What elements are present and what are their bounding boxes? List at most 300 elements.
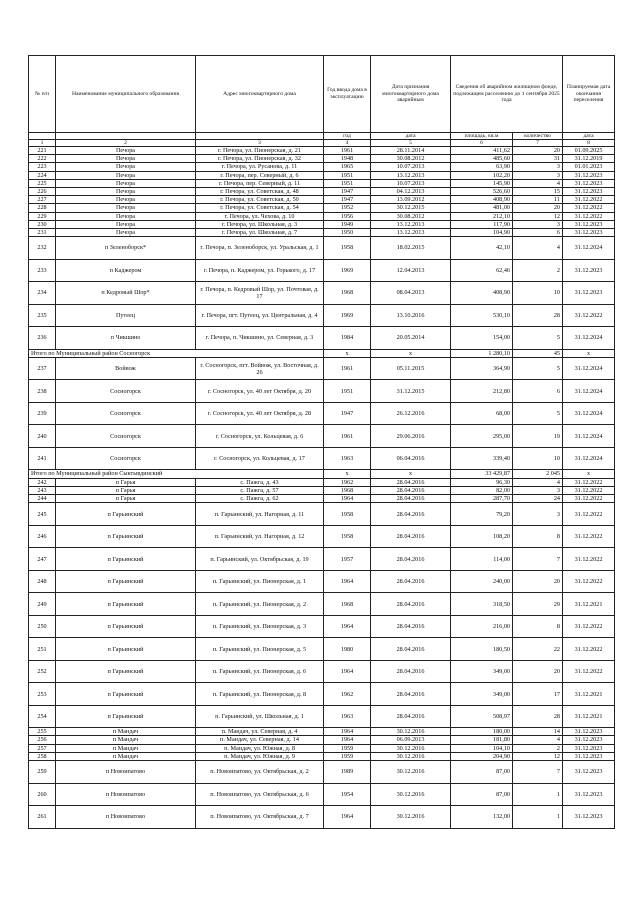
cell-municipality: Печора — [56, 212, 196, 220]
cell-planned-date: 31.12.2023 — [563, 188, 615, 196]
cell-municipality: Сосногорск — [56, 447, 196, 470]
cell-date-recognized: 04.12.2013 — [371, 188, 451, 196]
total-year: x — [324, 349, 371, 357]
cell-address: г. Печора, ул. Пионерская, д. 32 — [196, 155, 324, 163]
cell-number: 243 — [29, 486, 56, 494]
cell-municipality: п Гарьинский — [56, 660, 196, 683]
cell-address: п. Гарьинский, ул. Нагорная, д. 12 — [196, 525, 324, 548]
cell-date-recognized: 30.08.2012 — [371, 155, 451, 163]
cell-year: 1947 — [324, 402, 371, 425]
cell-area: 87,00 — [451, 761, 513, 784]
cell-planned-date: 31.12.2022 — [563, 660, 615, 683]
total-count: 2 045 — [513, 470, 563, 478]
cell-planned-date: 31.12.2021 — [563, 683, 615, 706]
table-row — [29, 570, 615, 593]
cell-date-recognized: 28.04.2016 — [371, 638, 451, 661]
cell-number: 222 — [29, 155, 56, 163]
cell-date-recognized: 28.04.2016 — [371, 486, 451, 494]
cell-count: 1 — [513, 783, 563, 806]
table-row — [29, 638, 615, 661]
cell-municipality: Путеец — [56, 304, 196, 327]
cell-date-recognized: 28.04.2016 — [371, 593, 451, 616]
cell-number: 239 — [29, 402, 56, 425]
cell-address: п. Гарьинский, ул. Пионерская, д. 1 — [196, 570, 324, 593]
cell-area: 180,00 — [451, 728, 513, 736]
table-row — [29, 327, 615, 350]
cell-count: 14 — [513, 728, 563, 736]
cell-planned-date: 31.12.2023 — [563, 783, 615, 806]
cell-date-recognized: 13.10.2016 — [371, 304, 451, 327]
cell-area: 287,70 — [451, 495, 513, 503]
cell-number: 248 — [29, 570, 56, 593]
cell-municipality: п Мандач — [56, 728, 196, 736]
cell-address: г. Сосногорск, ул. Кольцевая, д. 6 — [196, 425, 324, 448]
cell-municipality: п Кедровый Шор* — [56, 282, 196, 305]
cell-year: 1968 — [324, 593, 371, 616]
cell-area: 87,00 — [451, 783, 513, 806]
cell-year: 1984 — [324, 327, 371, 350]
total-date: x — [371, 349, 451, 357]
subheader-empty-2 — [56, 133, 196, 140]
cell-address: с. Пажга, д. 43 — [196, 478, 324, 486]
table-row — [29, 259, 615, 282]
cell-area: 114,00 — [451, 548, 513, 571]
cell-number: 260 — [29, 783, 56, 806]
cell-date-recognized: 06.09.2013 — [371, 736, 451, 744]
cell-count: 5 — [513, 327, 563, 350]
table-header — [29, 56, 615, 147]
cell-area: 108,20 — [451, 525, 513, 548]
cell-date-recognized: 06.04.2016 — [371, 447, 451, 470]
cell-number: 240 — [29, 425, 56, 448]
cell-number: 244 — [29, 495, 56, 503]
table-row — [29, 728, 615, 736]
subheader-date: дата — [371, 133, 451, 140]
cell-date-recognized: 30.12.2015 — [371, 204, 451, 212]
cell-municipality: п Новоипатово — [56, 806, 196, 829]
cell-date-recognized: 28.04.2016 — [371, 660, 451, 683]
cell-address: г. Печора, ул. Советская, д. 48 — [196, 188, 324, 196]
cell-municipality: п Новоипатово — [56, 761, 196, 784]
cell-count: 24 — [513, 495, 563, 503]
cell-date-recognized: 10.07.2013 — [371, 163, 451, 171]
cell-planned-date: 31.12.2022 — [563, 503, 615, 526]
cell-number: 252 — [29, 660, 56, 683]
cell-count: 28 — [513, 304, 563, 327]
cell-date-recognized: 31.12.2015 — [371, 380, 451, 403]
cell-address: п. Гарьинский, ул. Пионерская, д. 6 — [196, 660, 324, 683]
cell-count: 5 — [513, 357, 563, 380]
cell-area: 145,90 — [451, 179, 513, 187]
header-municipality: Наименование муниципального образования — [56, 56, 196, 133]
cell-area: 526,60 — [451, 188, 513, 196]
cell-area: 481,00 — [451, 204, 513, 212]
cell-area: 204,90 — [451, 752, 513, 760]
total-row — [29, 470, 615, 478]
cell-year: 1980 — [324, 638, 371, 661]
cell-municipality: п Гарья — [56, 486, 196, 494]
column-number-7: 7 — [513, 140, 563, 147]
table-row — [29, 486, 615, 494]
cell-count: 4 — [513, 179, 563, 187]
cell-address: п. Новоипатово, ул. Октябрьская, д. 7 — [196, 806, 324, 829]
table-row — [29, 478, 615, 486]
header-fund-info: Сведения об аварийном жилищном фонде, подлежащем расселению до 1 сентября 2025 года — [451, 56, 563, 133]
cell-number: 237 — [29, 357, 56, 380]
table-row — [29, 171, 615, 179]
cell-year: 1964 — [324, 615, 371, 638]
cell-area: 104,10 — [451, 744, 513, 752]
cell-planned-date: 31.12.2024 — [563, 425, 615, 448]
cell-year: 1969 — [324, 304, 371, 327]
total-label: Итого по Муниципальный район Сыктывдинский — [29, 470, 324, 478]
cell-planned-date: 31.12.2024 — [563, 237, 615, 260]
cell-address: с. Пажга, д. 57 — [196, 486, 324, 494]
cell-municipality: п Каджером — [56, 259, 196, 282]
cell-number: 247 — [29, 548, 56, 571]
cell-area: 68,00 — [451, 402, 513, 425]
cell-number: 257 — [29, 744, 56, 752]
table-row — [29, 447, 615, 470]
cell-planned-date: 31.12.2022 — [563, 196, 615, 204]
subheader-year: год — [324, 133, 371, 140]
cell-year: 1961 — [324, 425, 371, 448]
cell-count: 3 — [513, 163, 563, 171]
cell-year: 1968 — [324, 282, 371, 305]
cell-municipality: п Чикшино — [56, 327, 196, 350]
cell-count: 20 — [513, 570, 563, 593]
cell-planned-date: 31.12.2022 — [563, 304, 615, 327]
cell-planned-date: 31.12.2022 — [563, 486, 615, 494]
table-row — [29, 744, 615, 752]
table-row — [29, 752, 615, 760]
cell-address: п. Гарьинский, ул. Пионерская, д. 8 — [196, 683, 324, 706]
cell-date-recognized: 28.04.2016 — [371, 705, 451, 728]
table-row — [29, 147, 615, 155]
cell-planned-date: 31.12.2023 — [563, 736, 615, 744]
cell-address: г. Сосногорск, ул. Кольцевая, д. 17 — [196, 447, 324, 470]
cell-count: 31 — [513, 155, 563, 163]
cell-area: 117,90 — [451, 220, 513, 228]
cell-date-recognized: 30.12.2016 — [371, 761, 451, 784]
cell-municipality: Печора — [56, 179, 196, 187]
cell-count: 7 — [513, 761, 563, 784]
cell-count: 3 — [513, 220, 563, 228]
cell-year: 1964 — [324, 728, 371, 736]
cell-planned-date: 31.12.2023 — [563, 179, 615, 187]
cell-number: 255 — [29, 728, 56, 736]
cell-area: 408,90 — [451, 196, 513, 204]
cell-date-recognized: 13.09.2012 — [371, 196, 451, 204]
cell-date-recognized: 20.05.2014 — [371, 327, 451, 350]
cell-number: 221 — [29, 147, 56, 155]
header-planned-date: Планируемая дата окончания переселения — [563, 56, 615, 133]
cell-number: 235 — [29, 304, 56, 327]
cell-municipality: п Гарья — [56, 495, 196, 503]
cell-number: 245 — [29, 503, 56, 526]
cell-year: 1956 — [324, 212, 371, 220]
cell-address: п. Гарьинский, ул. Пионерская, д. 2 — [196, 593, 324, 616]
cell-date-recognized: 26.12.2016 — [371, 402, 451, 425]
table-row — [29, 495, 615, 503]
cell-address: г. Печора, ул. Чехова, д. 10 — [196, 212, 324, 220]
cell-year: 1963 — [324, 447, 371, 470]
cell-area: 79,20 — [451, 503, 513, 526]
total-planned-date: x — [563, 470, 615, 478]
cell-year: 1951 — [324, 380, 371, 403]
cell-planned-date: 31.12.2023 — [563, 220, 615, 228]
table-row — [29, 220, 615, 228]
cell-count: 1 — [513, 806, 563, 829]
table-row — [29, 179, 615, 187]
cell-address: п. Мандач, ул. Южная, д. 8 — [196, 744, 324, 752]
cell-planned-date: 31.12.2023 — [563, 752, 615, 760]
table-row — [29, 380, 615, 403]
cell-year: 1961 — [324, 357, 371, 380]
cell-year: 1958 — [324, 503, 371, 526]
cell-municipality: Печора — [56, 229, 196, 237]
cell-area: 96,30 — [451, 478, 513, 486]
cell-date-recognized: 28.04.2016 — [371, 478, 451, 486]
cell-number: 253 — [29, 683, 56, 706]
cell-year: 1965 — [324, 163, 371, 171]
cell-address: п. Гарьинский, ул. Школьная, д. 1 — [196, 705, 324, 728]
cell-number: 256 — [29, 736, 56, 744]
cell-address: п. Гарьинский, ул. Нагорная, д. 11 — [196, 503, 324, 526]
cell-area: 411,62 — [451, 147, 513, 155]
table-row — [29, 163, 615, 171]
cell-area: 42,10 — [451, 237, 513, 260]
column-number-3: 3 — [196, 140, 324, 147]
cell-count: 6 — [513, 380, 563, 403]
cell-date-recognized: 30.12.2016 — [371, 783, 451, 806]
cell-area: 408,90 — [451, 282, 513, 305]
cell-municipality: Печора — [56, 171, 196, 179]
table-row — [29, 237, 615, 260]
cell-address: г. Печора, пгт. Путеец, ул. Центральная, д. 4 — [196, 304, 324, 327]
table-row — [29, 705, 615, 728]
cell-count: 17 — [513, 683, 563, 706]
cell-count: 5 — [513, 402, 563, 425]
cell-municipality: Печора — [56, 188, 196, 196]
cell-municipality: Печора — [56, 155, 196, 163]
cell-count: 7 — [513, 548, 563, 571]
cell-number: 227 — [29, 196, 56, 204]
cell-number: 226 — [29, 188, 56, 196]
cell-year: 1961 — [324, 147, 371, 155]
table-row — [29, 196, 615, 204]
cell-date-recognized: 28.04.2016 — [371, 525, 451, 548]
cell-municipality: Сосногорск — [56, 425, 196, 448]
cell-count: 3 — [513, 171, 563, 179]
cell-municipality: п Гарья — [56, 478, 196, 486]
table-row — [29, 525, 615, 548]
cell-municipality: п Гарьинский — [56, 638, 196, 661]
table-row — [29, 425, 615, 448]
cell-area: 212,10 — [451, 212, 513, 220]
cell-address: г. Печора, ул. Пионерская, д. 21 — [196, 147, 324, 155]
cell-year: 1947 — [324, 188, 371, 196]
cell-year: 1963 — [324, 705, 371, 728]
cell-date-recognized: 28.04.2016 — [371, 548, 451, 571]
table-row — [29, 660, 615, 683]
cell-number: 233 — [29, 259, 56, 282]
cell-number: 224 — [29, 171, 56, 179]
cell-municipality: п Гарьинский — [56, 525, 196, 548]
table-row — [29, 357, 615, 380]
cell-area: 132,00 — [451, 806, 513, 829]
column-number-5: 5 — [371, 140, 451, 147]
cell-count: 8 — [513, 525, 563, 548]
cell-date-recognized: 28.04.2016 — [371, 495, 451, 503]
cell-year: 1964 — [324, 495, 371, 503]
table-row — [29, 548, 615, 571]
cell-year: 1951 — [324, 179, 371, 187]
cell-number: 232 — [29, 237, 56, 260]
cell-count: 4 — [513, 237, 563, 260]
cell-municipality: п Гарьинский — [56, 593, 196, 616]
cell-address: п. Гарьинский, ул. Октябрьская, д. 19 — [196, 548, 324, 571]
subheader-date2: дата — [563, 133, 615, 140]
cell-planned-date: 31.12.2022 — [563, 495, 615, 503]
cell-number: 230 — [29, 220, 56, 228]
cell-year: 1968 — [324, 486, 371, 494]
cell-municipality: Печора — [56, 196, 196, 204]
cell-number: 254 — [29, 705, 56, 728]
document-sheet — [28, 55, 614, 829]
cell-year: 1962 — [324, 683, 371, 706]
cell-planned-date: 31.12.2024 — [563, 402, 615, 425]
cell-count: 20 — [513, 147, 563, 155]
header-year: Год ввода дома в эксплуатацию — [324, 56, 371, 133]
table-row — [29, 229, 615, 237]
total-count: 45 — [513, 349, 563, 357]
table-row — [29, 282, 615, 305]
cell-count: 2 — [513, 259, 563, 282]
cell-count: 8 — [513, 615, 563, 638]
cell-area: 349,00 — [451, 660, 513, 683]
cell-planned-date: 01.01.2023 — [563, 163, 615, 171]
total-row — [29, 349, 615, 357]
cell-municipality: п Гарьинский — [56, 615, 196, 638]
cell-municipality: п Мандач — [56, 752, 196, 760]
total-area: 33 429,87 — [451, 470, 513, 478]
cell-date-recognized: 30.12.2016 — [371, 728, 451, 736]
cell-planned-date: 31.12.2021 — [563, 705, 615, 728]
cell-municipality: п Зеленоборск* — [56, 237, 196, 260]
column-number-1: 1 — [29, 140, 56, 147]
cell-address: г. Печора, ул. Школьная, д. 7 — [196, 229, 324, 237]
cell-area: 62,46 — [451, 259, 513, 282]
cell-number: 234 — [29, 282, 56, 305]
cell-address: г. Сосногорск, пгт. Войвож, ул. Восточная, д. 26 — [196, 357, 324, 380]
cell-count: 4 — [513, 478, 563, 486]
cell-planned-date: 31.12.2022 — [563, 548, 615, 571]
cell-address: г. Печора, ул. Советская, д. 54 — [196, 204, 324, 212]
cell-area: 485,60 — [451, 155, 513, 163]
cell-count: 3 — [513, 503, 563, 526]
table-row — [29, 761, 615, 784]
cell-planned-date: 31.12.2024 — [563, 447, 615, 470]
cell-count: 10 — [513, 447, 563, 470]
cell-number: 238 — [29, 380, 56, 403]
cell-planned-date: 31.12.2023 — [563, 728, 615, 736]
cell-year: 1958 — [324, 525, 371, 548]
table-row — [29, 736, 615, 744]
cell-count: 6 — [513, 229, 563, 237]
cell-planned-date: 01.09.2025 — [563, 147, 615, 155]
cell-area: 295,00 — [451, 425, 513, 448]
cell-municipality: Печора — [56, 163, 196, 171]
cell-address: п. Гарьинский, ул. Пионерская, д. 3 — [196, 615, 324, 638]
cell-area: 102,20 — [451, 171, 513, 179]
cell-number: 229 — [29, 212, 56, 220]
table-row — [29, 204, 615, 212]
cell-planned-date: 31.12.2022 — [563, 570, 615, 593]
cell-count: 20 — [513, 204, 563, 212]
cell-municipality: п Гарьинский — [56, 548, 196, 571]
cell-year: 1958 — [324, 237, 371, 260]
cell-count: 15 — [513, 188, 563, 196]
cell-number: 250 — [29, 615, 56, 638]
table-row — [29, 402, 615, 425]
cell-address: г. Сосногорск, ул. 40 лет Октября, д. 28 — [196, 402, 324, 425]
cell-date-recognized: 08.04.2013 — [371, 282, 451, 305]
cell-address: п. Гарьинский, ул. Пионерская, д. 5 — [196, 638, 324, 661]
cell-municipality: п Гарьинский — [56, 705, 196, 728]
cell-year: 1951 — [324, 171, 371, 179]
cell-count: 12 — [513, 212, 563, 220]
cell-municipality: Сосногорск — [56, 380, 196, 403]
cell-planned-date: 31.12.2022 — [563, 638, 615, 661]
cell-date-recognized: 30.08.2012 — [371, 212, 451, 220]
cell-area: 180,50 — [451, 638, 513, 661]
header-address: Адрес многоквартирного дома — [196, 56, 324, 133]
cell-number: 259 — [29, 761, 56, 784]
cell-municipality: Сосногорск — [56, 402, 196, 425]
cell-municipality: п Гарьинский — [56, 570, 196, 593]
cell-address: п. Мандач, ул. Южная, д. 9 — [196, 752, 324, 760]
cell-number: 231 — [29, 229, 56, 237]
cell-area: 349,00 — [451, 683, 513, 706]
cell-count: 20 — [513, 660, 563, 683]
cell-address: г. Печора, п. Зеленоборск, ул. Уральская, д. 1 — [196, 237, 324, 260]
cell-area: 212,80 — [451, 380, 513, 403]
cell-count: 19 — [513, 425, 563, 448]
cell-area: 216,00 — [451, 615, 513, 638]
table-row — [29, 304, 615, 327]
cell-planned-date: 31.12.2024 — [563, 380, 615, 403]
cell-address: г. Печора, ул. Школьная, д. 3 — [196, 220, 324, 228]
cell-date-recognized: 28.04.2016 — [371, 570, 451, 593]
cell-municipality: п Мандач — [56, 736, 196, 744]
cell-address: с. Пажга, д. 62 — [196, 495, 324, 503]
cell-address: г. Печора, ул. Русанова, д. 11 — [196, 163, 324, 171]
cell-date-recognized: 30.12.2016 — [371, 744, 451, 752]
cell-planned-date: 31.12.2019 — [563, 155, 615, 163]
total-area: 1 280,10 — [451, 349, 513, 357]
cell-year: 1989 — [324, 761, 371, 784]
cell-count: 28 — [513, 705, 563, 728]
cell-number: 261 — [29, 806, 56, 829]
cell-address: г. Печора, пер. Северный, д. 11 — [196, 179, 324, 187]
header-date-recognized: Дата признания многоквартирного дома аварийным — [371, 56, 451, 133]
cell-municipality: п Гарьинский — [56, 683, 196, 706]
cell-municipality: Войвож — [56, 357, 196, 380]
cell-date-recognized: 13.12.2013 — [371, 220, 451, 228]
cell-planned-date: 31.12.2023 — [563, 229, 615, 237]
cell-municipality: п Мандач — [56, 744, 196, 752]
